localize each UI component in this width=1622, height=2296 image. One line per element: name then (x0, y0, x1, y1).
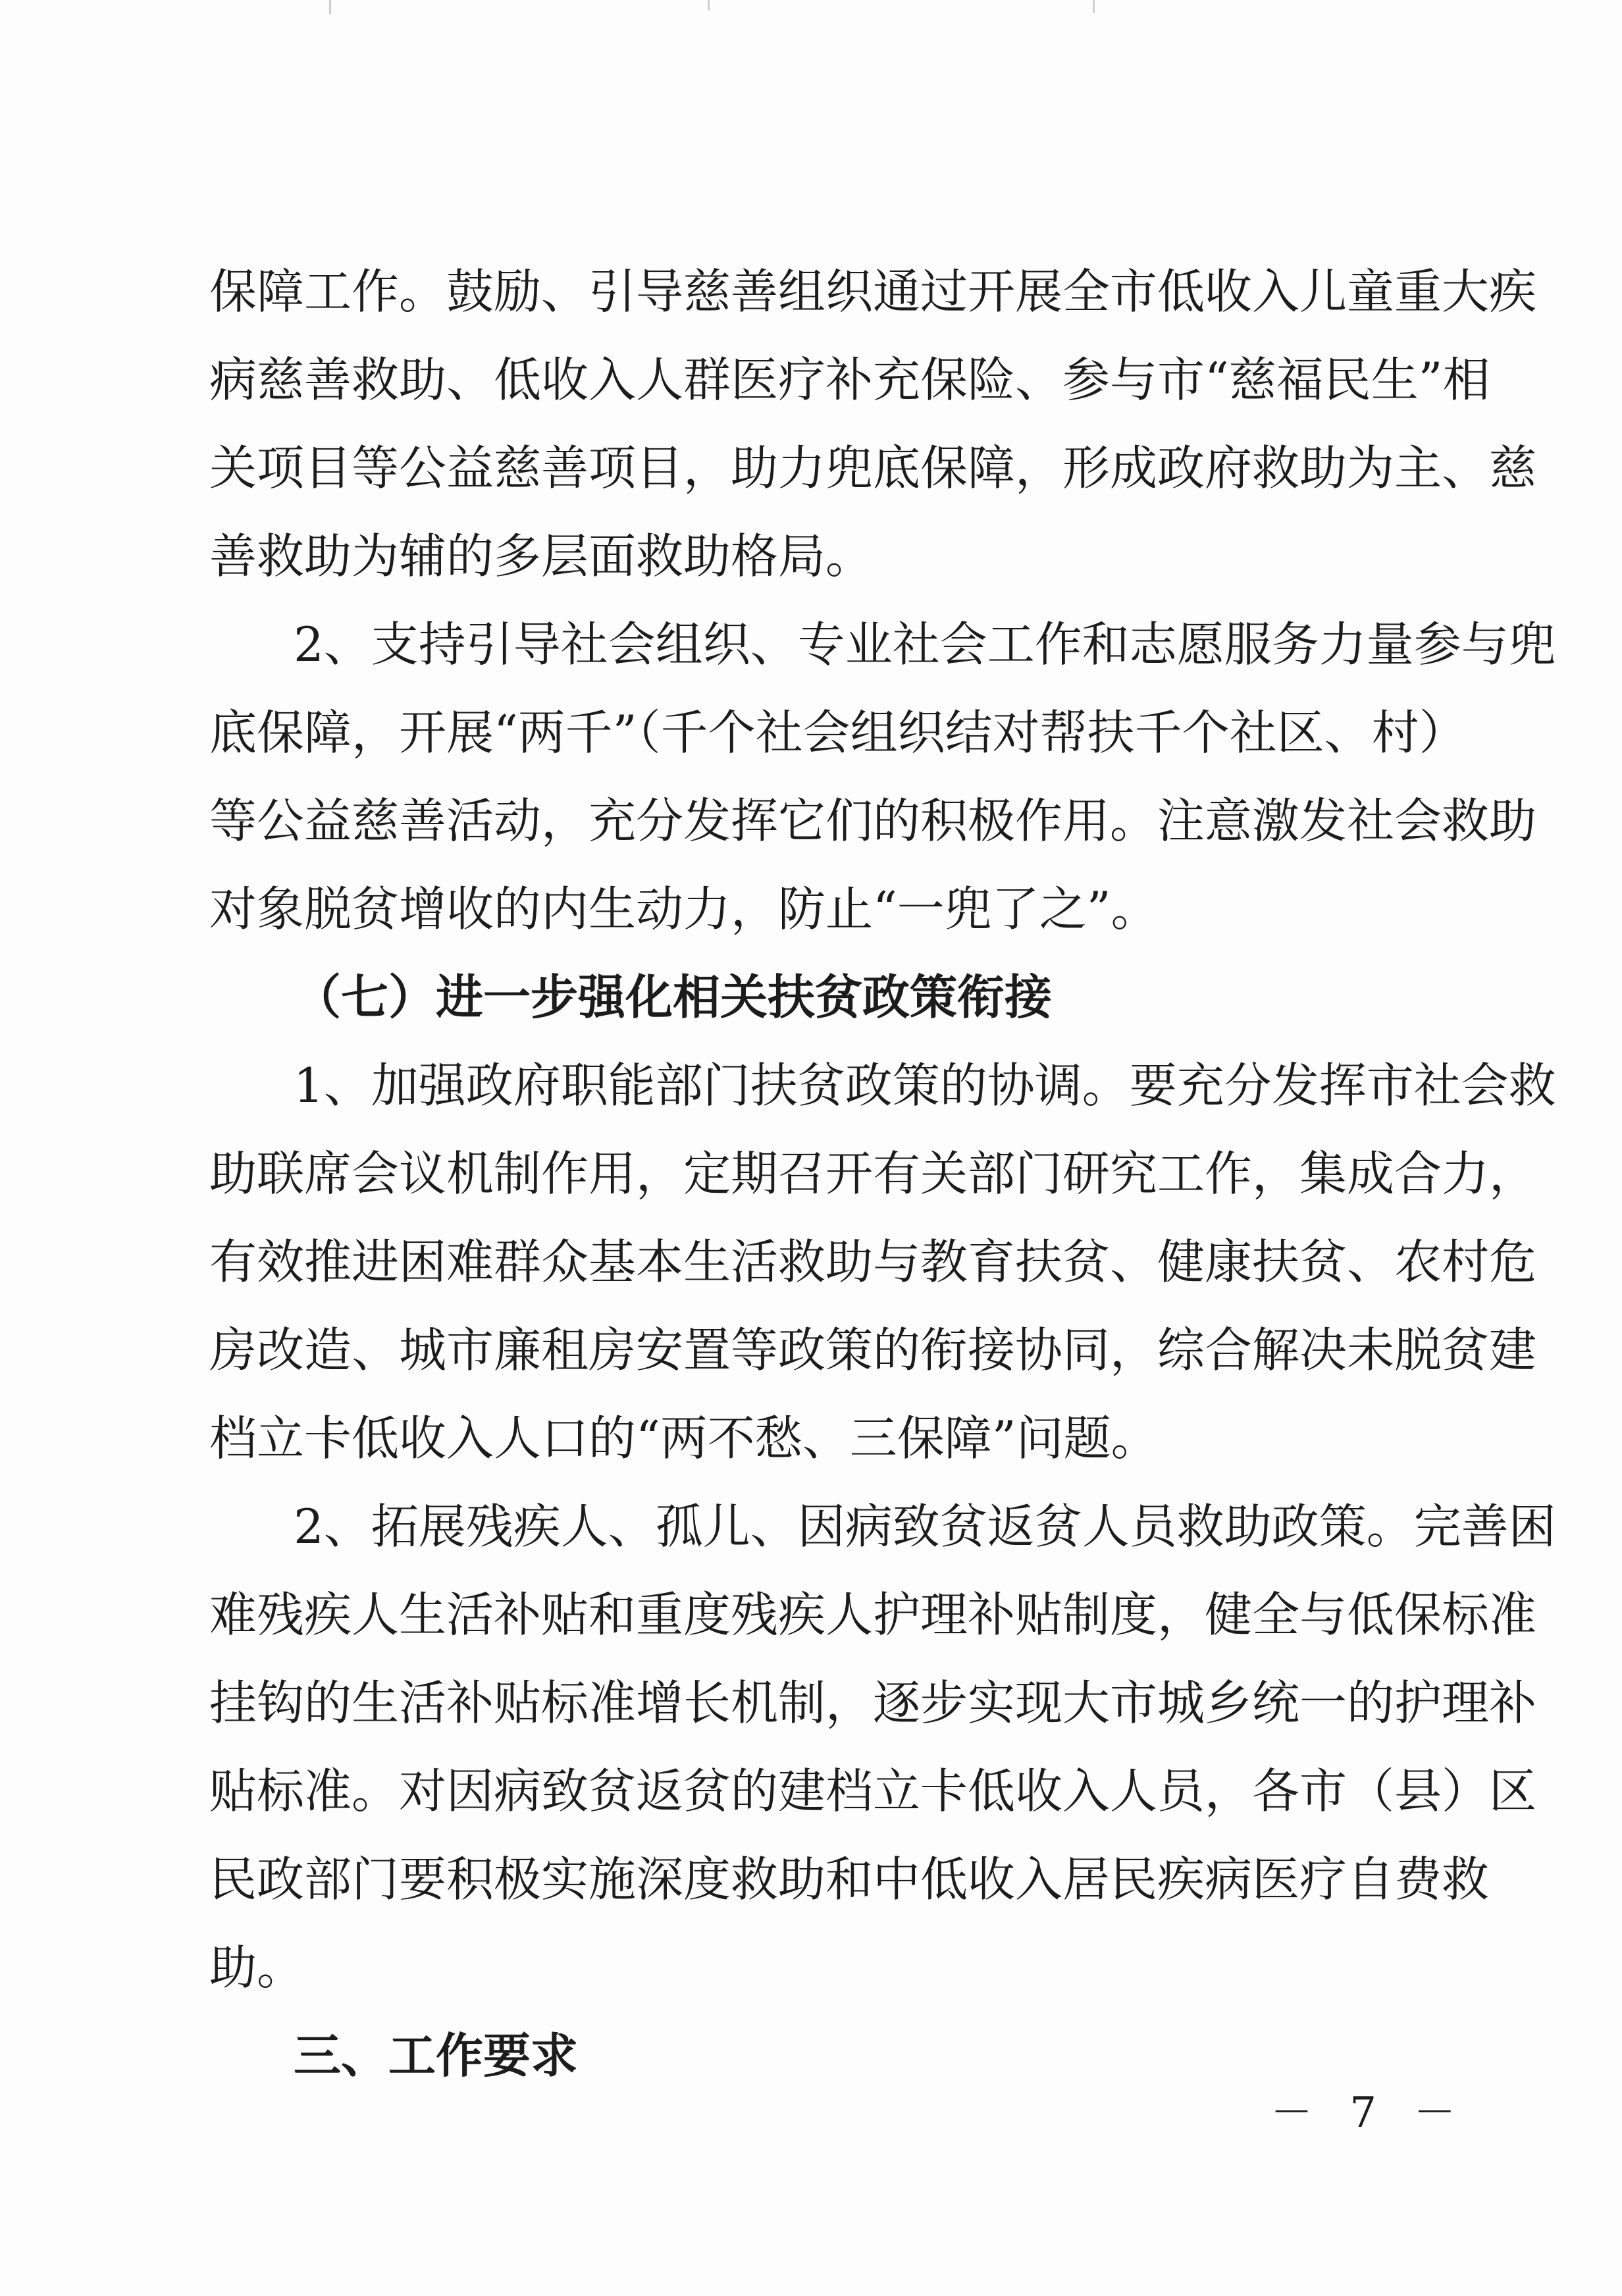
text-line: 保障工作。鼓励、引导慈善组织通过开展全市低收入儿童重大疾 (209, 264, 1537, 319)
text-line: 挂钩的生活补贴标准增长机制，逐步实现大市城乡统一的护理补 (209, 1675, 1537, 1731)
page-number: － 7 － (1270, 2089, 1468, 2137)
scan-mark (1093, 0, 1095, 13)
section-heading: 三、工作要求 (294, 2028, 579, 2083)
text-line: 贴标准。对因病致贫返贫的建档立卡低收入人员，各市（县）区 (209, 1763, 1537, 1819)
text-line: 房改造、城市廉租房安置等政策的衔接协同，综合解决未脱贫建 (209, 1322, 1537, 1378)
text-line: 助。 (209, 1940, 305, 1995)
scan-mark (329, 0, 331, 14)
text-line: 助联席会议机制作用，定期召开有关部门研究工作，集成合力， (209, 1146, 1537, 1201)
text-line: 民政部门要积极实施深度救助和中低收入居民疾病医疗自费救 (209, 1852, 1490, 1907)
text-line: 2、拓展残疾人、孤儿、因病致贫返贫人员救助政策。完善困 (294, 1499, 1556, 1554)
text-line: 难残疾人生活补贴和重度残疾人护理补贴制度，健全与低保标准 (209, 1587, 1537, 1642)
text-line: 等公益慈善活动，充分发挥它们的积极作用。注意激发社会救助 (209, 793, 1537, 848)
text-line: 底保障，开展“两千”（千个社会组织结对帮扶千个社区、村） (209, 705, 1467, 760)
text-line: 病慈善救助、低收入人群医疗补充保险、参与市“慈福民生”相 (209, 352, 1490, 407)
text-line: 关项目等公益慈善项目，助力兜底保障，形成政府救助为主、慈 (209, 440, 1537, 496)
text-line: 善救助为辅的多层面救助格局。 (209, 529, 874, 584)
scan-mark (708, 0, 710, 11)
text-line: 有效推进困难群众基本生活救助与教育扶贫、健康扶贫、农村危 (209, 1234, 1537, 1290)
text-line: 对象脱贫增收的内生动力，防止“一兜了之”。 (209, 881, 1159, 937)
text-line: 2、支持引导社会组织、专业社会工作和志愿服务力量参与兜 (294, 617, 1556, 672)
text-line: 档立卡低收入人口的“两不愁、三保障”问题。 (209, 1411, 1159, 1466)
section-heading: （七）进一步强化相关扶贫政策衔接 (294, 970, 1053, 1025)
text-line: 1、加强政府职能部门扶贫政策的协调。要充分发挥市社会救 (294, 1058, 1556, 1113)
